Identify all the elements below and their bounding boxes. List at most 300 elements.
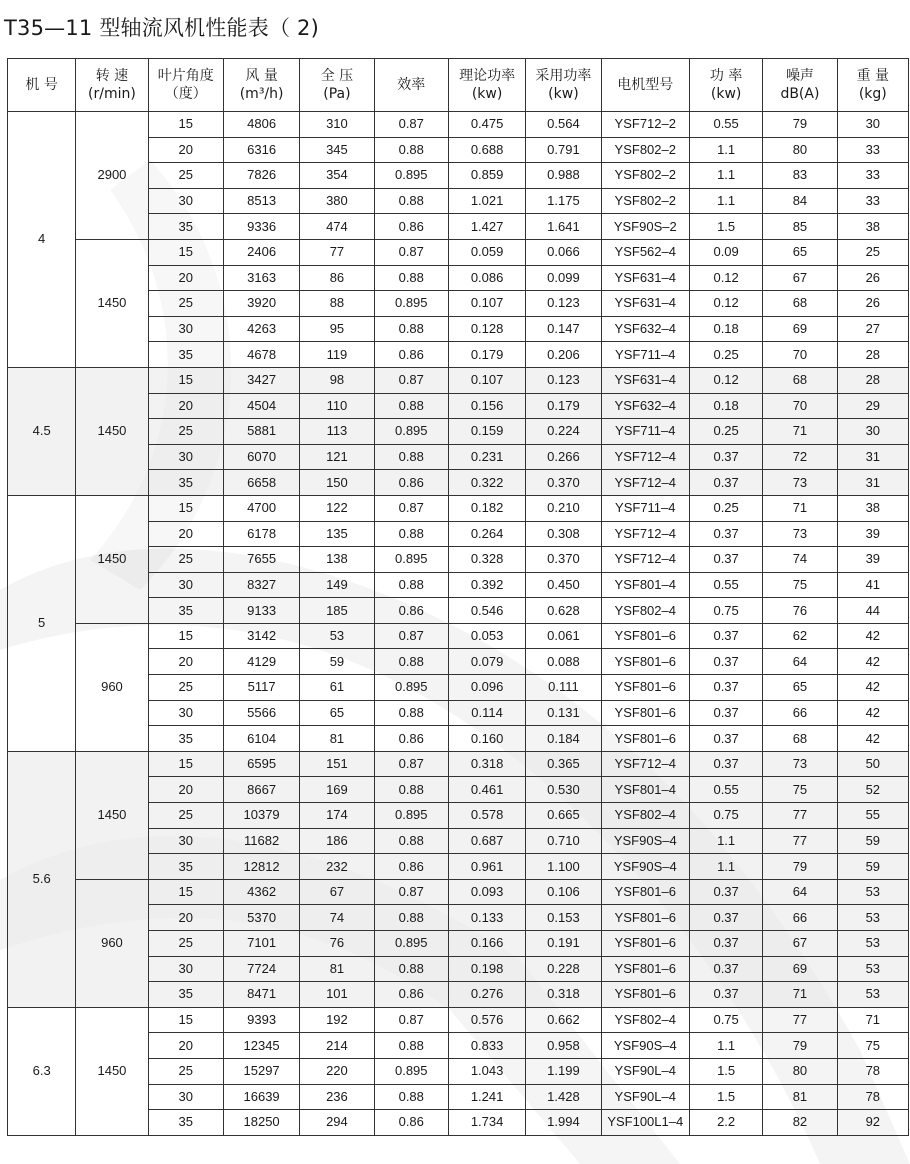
- cell-noise: 75: [763, 572, 837, 598]
- cell-noise: 68: [763, 726, 837, 752]
- cell-total-pressure: 150: [300, 470, 374, 496]
- cell-model: 6.3: [8, 1007, 76, 1135]
- table-row: [8, 879, 909, 905]
- cell-efficiency: 0.88: [374, 1084, 448, 1110]
- cell-airflow: 8327: [223, 572, 299, 598]
- cell-theoretical-power: 0.328: [448, 547, 525, 573]
- cell-total-pressure: 81: [300, 726, 374, 752]
- cell-efficiency: 0.88: [374, 521, 448, 547]
- cell-efficiency: 0.895: [374, 675, 448, 701]
- cell-motor-power: 0.37: [689, 521, 762, 547]
- cell-airflow: 7826: [223, 163, 299, 189]
- cell-speed: 960: [76, 623, 148, 751]
- cell-speed: 2900: [76, 112, 148, 240]
- cell-speed: 1450: [76, 1007, 148, 1135]
- cell-theoretical-power: 0.128: [448, 316, 525, 342]
- cell-noise: 76: [763, 598, 837, 624]
- cell-efficiency: 0.86: [374, 342, 448, 368]
- cell-theoretical-power: 0.179: [448, 342, 525, 368]
- table-header-row: [8, 59, 909, 112]
- cell-noise: 68: [763, 291, 837, 317]
- cell-noise: 62: [763, 623, 837, 649]
- cell-motor-model: YSF712–2: [601, 112, 689, 138]
- cell-theoretical-power: 0.833: [448, 1033, 525, 1059]
- cell-airflow: 4129: [223, 649, 299, 675]
- cell-total-pressure: 122: [300, 495, 374, 521]
- cell-airflow: 8513: [223, 188, 299, 214]
- cell-efficiency: 0.87: [374, 879, 448, 905]
- cell-motor-power: 0.18: [689, 393, 762, 419]
- cell-motor-model: YSF631–4: [601, 291, 689, 317]
- cell-adopted-power: 0.564: [526, 112, 601, 138]
- cell-motor-power: 0.55: [689, 777, 762, 803]
- cell-model: 4: [8, 112, 76, 368]
- cell-adopted-power: 0.099: [526, 265, 601, 291]
- cell-adopted-power: 0.206: [526, 342, 601, 368]
- cell-airflow: 7101: [223, 931, 299, 957]
- cell-airflow: 9393: [223, 1007, 299, 1033]
- cell-adopted-power: 0.530: [526, 777, 601, 803]
- cell-blade-angle: 25: [148, 803, 223, 829]
- cell-blade-angle: 35: [148, 598, 223, 624]
- cell-noise: 85: [763, 214, 837, 240]
- cell-airflow: 4700: [223, 495, 299, 521]
- cell-noise: 81: [763, 1084, 837, 1110]
- cell-efficiency: 0.88: [374, 137, 448, 163]
- cell-model: 4.5: [8, 367, 76, 495]
- cell-total-pressure: 98: [300, 367, 374, 393]
- cell-weight: 42: [837, 700, 908, 726]
- cell-motor-model: YSF712–4: [601, 470, 689, 496]
- cell-motor-power: 0.37: [689, 905, 762, 931]
- header-noise: [763, 59, 837, 112]
- cell-adopted-power: 0.791: [526, 137, 601, 163]
- cell-motor-power: 0.37: [689, 547, 762, 573]
- header-blade-angle: [148, 59, 223, 112]
- cell-total-pressure: 169: [300, 777, 374, 803]
- table-row: [8, 112, 909, 138]
- header-efficiency: [374, 59, 448, 112]
- header-unit: dB(A): [780, 86, 820, 102]
- cell-motor-model: YSF802–2: [601, 137, 689, 163]
- cell-weight: 26: [837, 291, 908, 317]
- cell-speed: 1450: [76, 239, 148, 367]
- cell-noise: 73: [763, 470, 837, 496]
- cell-adopted-power: 1.641: [526, 214, 601, 240]
- cell-efficiency: 0.88: [374, 777, 448, 803]
- cell-theoretical-power: 0.114: [448, 700, 525, 726]
- cell-theoretical-power: 0.322: [448, 470, 525, 496]
- cell-airflow: 4263: [223, 316, 299, 342]
- cell-blade-angle: 25: [148, 163, 223, 189]
- cell-efficiency: 0.87: [374, 367, 448, 393]
- cell-adopted-power: 0.988: [526, 163, 601, 189]
- cell-noise: 79: [763, 854, 837, 880]
- table-body: [8, 112, 909, 1136]
- cell-weight: 44: [837, 598, 908, 624]
- cell-blade-angle: 35: [148, 1110, 223, 1136]
- cell-motor-power: 0.75: [689, 1007, 762, 1033]
- cell-airflow: 11682: [223, 828, 299, 854]
- cell-noise: 70: [763, 393, 837, 419]
- cell-motor-power: 1.1: [689, 137, 762, 163]
- cell-blade-angle: 25: [148, 1058, 223, 1084]
- cell-weight: 53: [837, 931, 908, 957]
- cell-noise: 75: [763, 777, 837, 803]
- cell-airflow: 7724: [223, 956, 299, 982]
- cell-theoretical-power: 1.021: [448, 188, 525, 214]
- header-label: 转 速: [95, 68, 129, 84]
- cell-airflow: 9336: [223, 214, 299, 240]
- cell-blade-angle: 15: [148, 495, 223, 521]
- cell-weight: 31: [837, 470, 908, 496]
- cell-motor-power: 0.55: [689, 572, 762, 598]
- cell-motor-power: 0.37: [689, 623, 762, 649]
- cell-total-pressure: 81: [300, 956, 374, 982]
- cell-airflow: 18250: [223, 1110, 299, 1136]
- cell-noise: 65: [763, 675, 837, 701]
- cell-blade-angle: 25: [148, 931, 223, 957]
- cell-airflow: 5370: [223, 905, 299, 931]
- cell-noise: 73: [763, 751, 837, 777]
- cell-airflow: 12812: [223, 854, 299, 880]
- cell-weight: 28: [837, 367, 908, 393]
- cell-efficiency: 0.895: [374, 419, 448, 445]
- cell-model: 5.6: [8, 751, 76, 1007]
- cell-blade-angle: 35: [148, 854, 223, 880]
- cell-noise: 65: [763, 239, 837, 265]
- cell-weight: 78: [837, 1084, 908, 1110]
- cell-adopted-power: 1.994: [526, 1110, 601, 1136]
- cell-blade-angle: 20: [148, 905, 223, 931]
- header-label: 功 率: [709, 68, 743, 84]
- cell-motor-model: YSF802–4: [601, 1007, 689, 1033]
- header-motor-model: [601, 59, 689, 112]
- cell-weight: 53: [837, 879, 908, 905]
- cell-weight: 42: [837, 675, 908, 701]
- header-label: 噪声: [785, 68, 814, 84]
- cell-airflow: 2406: [223, 239, 299, 265]
- cell-blade-angle: 20: [148, 521, 223, 547]
- cell-blade-angle: 30: [148, 956, 223, 982]
- cell-efficiency: 0.88: [374, 444, 448, 470]
- cell-motor-model: YSF100L1–4: [601, 1110, 689, 1136]
- cell-total-pressure: 232: [300, 854, 374, 880]
- cell-blade-angle: 30: [148, 572, 223, 598]
- cell-motor-power: 2.2: [689, 1110, 762, 1136]
- header-speed: [76, 59, 148, 112]
- cell-weight: 33: [837, 137, 908, 163]
- cell-total-pressure: 135: [300, 521, 374, 547]
- cell-adopted-power: 0.123: [526, 291, 601, 317]
- cell-motor-power: 1.5: [689, 1084, 762, 1110]
- cell-airflow: 6316: [223, 137, 299, 163]
- cell-blade-angle: 20: [148, 265, 223, 291]
- cell-motor-power: 0.37: [689, 649, 762, 675]
- cell-weight: 30: [837, 112, 908, 138]
- header-airflow: [223, 59, 299, 112]
- header-unit: (kw): [471, 86, 503, 102]
- cell-weight: 25: [837, 239, 908, 265]
- cell-adopted-power: 0.228: [526, 956, 601, 982]
- cell-theoretical-power: 1.043: [448, 1058, 525, 1084]
- cell-adopted-power: 1.428: [526, 1084, 601, 1110]
- cell-weight: 26: [837, 265, 908, 291]
- cell-weight: 50: [837, 751, 908, 777]
- cell-theoretical-power: 0.079: [448, 649, 525, 675]
- cell-blade-angle: 30: [148, 444, 223, 470]
- cell-adopted-power: 1.175: [526, 188, 601, 214]
- cell-noise: 77: [763, 1007, 837, 1033]
- cell-theoretical-power: 0.578: [448, 803, 525, 829]
- cell-blade-angle: 20: [148, 649, 223, 675]
- cell-adopted-power: 0.710: [526, 828, 601, 854]
- cell-efficiency: 0.87: [374, 751, 448, 777]
- cell-total-pressure: 61: [300, 675, 374, 701]
- cell-airflow: 15297: [223, 1058, 299, 1084]
- cell-weight: 92: [837, 1110, 908, 1136]
- cell-efficiency: 0.87: [374, 239, 448, 265]
- cell-adopted-power: 0.131: [526, 700, 601, 726]
- cell-weight: 38: [837, 214, 908, 240]
- header-label: 效率: [397, 77, 426, 93]
- cell-adopted-power: 0.370: [526, 547, 601, 573]
- cell-motor-model: YSF712–4: [601, 444, 689, 470]
- cell-noise: 80: [763, 1058, 837, 1084]
- cell-weight: 42: [837, 623, 908, 649]
- cell-total-pressure: 77: [300, 239, 374, 265]
- cell-theoretical-power: 1.427: [448, 214, 525, 240]
- cell-theoretical-power: 0.392: [448, 572, 525, 598]
- cell-total-pressure: 74: [300, 905, 374, 931]
- cell-motor-power: 1.5: [689, 214, 762, 240]
- cell-efficiency: 0.88: [374, 572, 448, 598]
- cell-noise: 71: [763, 419, 837, 445]
- cell-motor-model: YSF802–2: [601, 163, 689, 189]
- header-total-pressure: [300, 59, 374, 112]
- cell-theoretical-power: 0.859: [448, 163, 525, 189]
- cell-weight: 41: [837, 572, 908, 598]
- cell-theoretical-power: 0.093: [448, 879, 525, 905]
- cell-weight: 53: [837, 956, 908, 982]
- cell-blade-angle: 20: [148, 137, 223, 163]
- cell-total-pressure: 474: [300, 214, 374, 240]
- cell-theoretical-power: 0.198: [448, 956, 525, 982]
- cell-theoretical-power: 0.182: [448, 495, 525, 521]
- cell-efficiency: 0.895: [374, 1058, 448, 1084]
- header-label: 叶片角度: [157, 68, 214, 84]
- header-label: 电机型号: [617, 77, 674, 93]
- cell-blade-angle: 15: [148, 623, 223, 649]
- cell-adopted-power: 0.308: [526, 521, 601, 547]
- cell-motor-power: 0.37: [689, 726, 762, 752]
- cell-motor-power: 0.37: [689, 675, 762, 701]
- cell-efficiency: 0.88: [374, 700, 448, 726]
- cell-blade-angle: 15: [148, 239, 223, 265]
- cell-motor-model: YSF90L–4: [601, 1058, 689, 1084]
- cell-total-pressure: 95: [300, 316, 374, 342]
- cell-total-pressure: 67: [300, 879, 374, 905]
- cell-noise: 82: [763, 1110, 837, 1136]
- cell-speed: 960: [76, 879, 148, 1007]
- cell-weight: 42: [837, 726, 908, 752]
- cell-total-pressure: 119: [300, 342, 374, 368]
- header-unit: （度）: [164, 86, 207, 102]
- cell-blade-angle: 20: [148, 777, 223, 803]
- cell-theoretical-power: 0.461: [448, 777, 525, 803]
- cell-total-pressure: 185: [300, 598, 374, 624]
- cell-noise: 80: [763, 137, 837, 163]
- cell-airflow: 7655: [223, 547, 299, 573]
- cell-total-pressure: 53: [300, 623, 374, 649]
- cell-motor-model: YSF711–4: [601, 419, 689, 445]
- cell-airflow: 5566: [223, 700, 299, 726]
- cell-weight: 33: [837, 163, 908, 189]
- cell-adopted-power: 0.665: [526, 803, 601, 829]
- header-unit: (kw): [548, 86, 579, 102]
- cell-blade-angle: 30: [148, 700, 223, 726]
- cell-adopted-power: 0.066: [526, 239, 601, 265]
- cell-weight: 38: [837, 495, 908, 521]
- cell-efficiency: 0.895: [374, 547, 448, 573]
- cell-efficiency: 0.88: [374, 188, 448, 214]
- cell-motor-power: 0.12: [689, 265, 762, 291]
- cell-noise: 74: [763, 547, 837, 573]
- cell-airflow: 6595: [223, 751, 299, 777]
- cell-airflow: 6658: [223, 470, 299, 496]
- cell-weight: 28: [837, 342, 908, 368]
- cell-weight: 39: [837, 521, 908, 547]
- cell-motor-power: 0.37: [689, 470, 762, 496]
- cell-airflow: 4362: [223, 879, 299, 905]
- cell-airflow: 10379: [223, 803, 299, 829]
- cell-noise: 84: [763, 188, 837, 214]
- cell-adopted-power: 0.628: [526, 598, 601, 624]
- cell-speed: 1450: [76, 495, 148, 623]
- cell-motor-model: YSF801–6: [601, 726, 689, 752]
- cell-airflow: 12345: [223, 1033, 299, 1059]
- cell-airflow: 8471: [223, 982, 299, 1008]
- cell-motor-model: YSF631–4: [601, 367, 689, 393]
- cell-blade-angle: 15: [148, 367, 223, 393]
- cell-efficiency: 0.86: [374, 726, 448, 752]
- cell-total-pressure: 86: [300, 265, 374, 291]
- cell-theoretical-power: 0.688: [448, 137, 525, 163]
- cell-motor-power: 0.37: [689, 700, 762, 726]
- cell-adopted-power: 0.958: [526, 1033, 601, 1059]
- cell-motor-model: YSF801–6: [601, 956, 689, 982]
- cell-blade-angle: 30: [148, 1084, 223, 1110]
- cell-theoretical-power: 0.059: [448, 239, 525, 265]
- cell-weight: 59: [837, 854, 908, 880]
- cell-motor-power: 0.25: [689, 495, 762, 521]
- cell-motor-power: 1.1: [689, 188, 762, 214]
- cell-efficiency: 0.87: [374, 112, 448, 138]
- cell-total-pressure: 192: [300, 1007, 374, 1033]
- cell-noise: 66: [763, 905, 837, 931]
- cell-motor-power: 0.37: [689, 751, 762, 777]
- cell-total-pressure: 310: [300, 112, 374, 138]
- cell-theoretical-power: 0.086: [448, 265, 525, 291]
- cell-airflow: 4504: [223, 393, 299, 419]
- cell-adopted-power: 0.179: [526, 393, 601, 419]
- cell-motor-model: YSF801–6: [601, 623, 689, 649]
- cell-blade-angle: 35: [148, 214, 223, 240]
- cell-blade-angle: 20: [148, 393, 223, 419]
- cell-efficiency: 0.88: [374, 905, 448, 931]
- table-row: [8, 239, 909, 265]
- header-unit: (m³/h): [239, 86, 284, 102]
- header-motor-power: [689, 59, 762, 112]
- cell-motor-power: 0.75: [689, 598, 762, 624]
- cell-airflow: 6178: [223, 521, 299, 547]
- cell-efficiency: 0.87: [374, 623, 448, 649]
- cell-total-pressure: 380: [300, 188, 374, 214]
- cell-motor-model: YSF801–6: [601, 649, 689, 675]
- cell-noise: 69: [763, 316, 837, 342]
- cell-airflow: 3427: [223, 367, 299, 393]
- cell-adopted-power: 1.199: [526, 1058, 601, 1084]
- cell-airflow: 8667: [223, 777, 299, 803]
- cell-adopted-power: 0.365: [526, 751, 601, 777]
- cell-motor-model: YSF801–6: [601, 982, 689, 1008]
- cell-model: 5: [8, 495, 76, 751]
- cell-motor-model: YSF712–4: [601, 521, 689, 547]
- cell-motor-model: YSF712–4: [601, 751, 689, 777]
- header-label: 重 量: [856, 68, 890, 84]
- page-title: T35—11 型轴流风机性能表（ 2): [4, 16, 319, 40]
- cell-adopted-power: 0.111: [526, 675, 601, 701]
- cell-blade-angle: 30: [148, 828, 223, 854]
- cell-theoretical-power: 0.475: [448, 112, 525, 138]
- cell-theoretical-power: 0.687: [448, 828, 525, 854]
- cell-adopted-power: 0.450: [526, 572, 601, 598]
- cell-adopted-power: 0.147: [526, 316, 601, 342]
- cell-efficiency: 0.87: [374, 495, 448, 521]
- cell-motor-power: 0.37: [689, 444, 762, 470]
- table-row: [8, 1007, 909, 1033]
- header-theoretical-power: [448, 59, 525, 112]
- cell-motor-model: YSF802–4: [601, 803, 689, 829]
- cell-total-pressure: 65: [300, 700, 374, 726]
- cell-total-pressure: 151: [300, 751, 374, 777]
- cell-motor-power: 0.12: [689, 291, 762, 317]
- cell-motor-power: 0.55: [689, 112, 762, 138]
- header-label: 采用功率: [535, 68, 592, 84]
- cell-weight: 59: [837, 828, 908, 854]
- cell-noise: 64: [763, 879, 837, 905]
- cell-speed: 1450: [76, 751, 148, 879]
- header-label: 机 号: [25, 77, 58, 93]
- cell-efficiency: 0.88: [374, 649, 448, 675]
- cell-total-pressure: 345: [300, 137, 374, 163]
- cell-total-pressure: 121: [300, 444, 374, 470]
- cell-airflow: 6070: [223, 444, 299, 470]
- header-unit: (r/min): [88, 86, 136, 102]
- cell-total-pressure: 88: [300, 291, 374, 317]
- header-unit: (kg): [858, 86, 887, 102]
- cell-efficiency: 0.895: [374, 163, 448, 189]
- cell-total-pressure: 294: [300, 1110, 374, 1136]
- cell-blade-angle: 15: [148, 751, 223, 777]
- cell-motor-model: YSF801–6: [601, 905, 689, 931]
- table-row: [8, 751, 909, 777]
- cell-motor-model: YSF90S–4: [601, 854, 689, 880]
- cell-motor-power: 1.1: [689, 1033, 762, 1059]
- cell-motor-model: YSF90S–4: [601, 828, 689, 854]
- cell-efficiency: 0.88: [374, 265, 448, 291]
- cell-adopted-power: 0.153: [526, 905, 601, 931]
